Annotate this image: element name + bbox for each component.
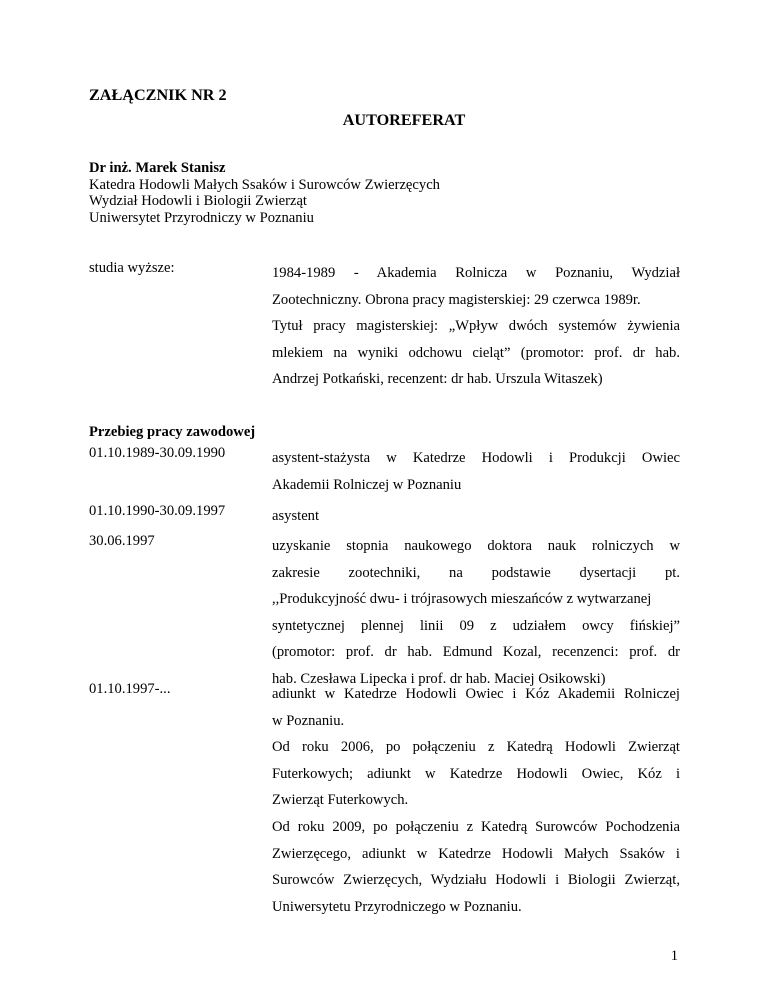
annex-title: ZAŁĄCZNIK NR 2 bbox=[89, 86, 227, 104]
career-line: adiunkt w Katedrze Hodowli Owiec i Kóz Akademii Rolniczej bbox=[272, 686, 680, 702]
career-period: 01.10.1990-30.09.1997 bbox=[89, 503, 226, 519]
career-line: hab. Czesława Lipecka i prof. dr hab. Maciej Osikowski) bbox=[272, 670, 606, 687]
career-period: 30.06.1997 bbox=[89, 533, 155, 549]
education-line: mlekiem na wyniki odchowu cieląt” (promotor: prof. dr hab. bbox=[272, 344, 680, 361]
career-period: 01.10.1997-... bbox=[89, 681, 171, 697]
education-line: Zootechniczny. Obrona pracy magisterskiej: 29 czerwca 1989r. bbox=[272, 291, 641, 308]
document-title bbox=[0, 111, 768, 130]
affiliation-line: Katedra Hodowli Małych Ssaków i Surowców Zwierzęcych bbox=[89, 176, 440, 193]
career-description bbox=[272, 445, 680, 498]
career-line: Zwierząt Futerkowych. bbox=[272, 792, 409, 809]
education-line: Tytuł pracy magisterskiej: „Wpływ dwóch systemów żywienia bbox=[272, 318, 680, 335]
page-number: 1 bbox=[670, 948, 678, 964]
career-line: syntetycznej plennej linii 09 z udziałem owcy fińskiej” bbox=[272, 617, 680, 634]
affiliation-line: Wydział Hodowli i Biologii Zwierząt bbox=[89, 193, 307, 210]
career-description bbox=[272, 503, 680, 530]
career-line: Surowców Zwierzęcych, Wydziału Hodowli i Biologii Zwierząt, bbox=[272, 872, 680, 889]
career-line: Zwierzęcego, adiunkt w Katedrze Hodowli Małych Ssaków i bbox=[272, 845, 680, 862]
career-heading: Przebieg pracy zawodowej bbox=[89, 424, 256, 440]
career-line: ,,Produkcyjność dwu- i trójrasowych mieszańców z wytwarzanej bbox=[272, 591, 652, 608]
career-description bbox=[272, 681, 680, 920]
affiliation-line: Uniwersytet Przyrodniczy w Poznaniu bbox=[89, 209, 314, 226]
career-line: Futerkowych; adiunkt w Katedrze Hodowli Owiec, Kóz i bbox=[272, 765, 680, 782]
career-line: (promotor: prof. dr hab. Edmund Kozal, recenzenci: prof. dr bbox=[272, 644, 680, 661]
career-line: asystent-stażysta w Katedrze Hodowli i Produkcji Owiec bbox=[272, 450, 680, 466]
education-label: studia wyższe: bbox=[89, 260, 175, 276]
career-line: asystent bbox=[272, 508, 320, 524]
career-description bbox=[272, 533, 680, 693]
career-line: Od roku 2006, po połączeniu z Katedrą Hodowli Zwierząt bbox=[272, 739, 680, 756]
career-line: Od roku 2009, po połączeniu z Katedrą Surowców Pochodzenia bbox=[272, 818, 680, 835]
author-block bbox=[89, 160, 440, 226]
career-line: w Poznaniu. bbox=[272, 712, 345, 729]
education-line: 1984-1989 - Akademia Rolnicza w Poznaniu, Wydział bbox=[272, 265, 680, 281]
career-line: Akademii Rolniczej w Poznaniu bbox=[272, 476, 462, 493]
career-period: 01.10.1989-30.09.1990 bbox=[89, 445, 226, 461]
career-line: zakresie zootechniki, na podstawie dysertacji pt. bbox=[272, 564, 680, 581]
education-body bbox=[272, 260, 680, 393]
document-title-text: AUTOREFERAT bbox=[342, 111, 466, 129]
education-line: Andrzej Potkański, recenzent: dr hab. Urszula Witaszek) bbox=[272, 371, 603, 388]
career-line: uzyskanie stopnia naukowego doktora nauk rolniczych w bbox=[272, 538, 680, 554]
career-line: Uniwersytetu Przyrodniczego w Poznaniu. bbox=[272, 898, 522, 915]
author-name: Dr inż. Marek Stanisz bbox=[89, 160, 226, 176]
